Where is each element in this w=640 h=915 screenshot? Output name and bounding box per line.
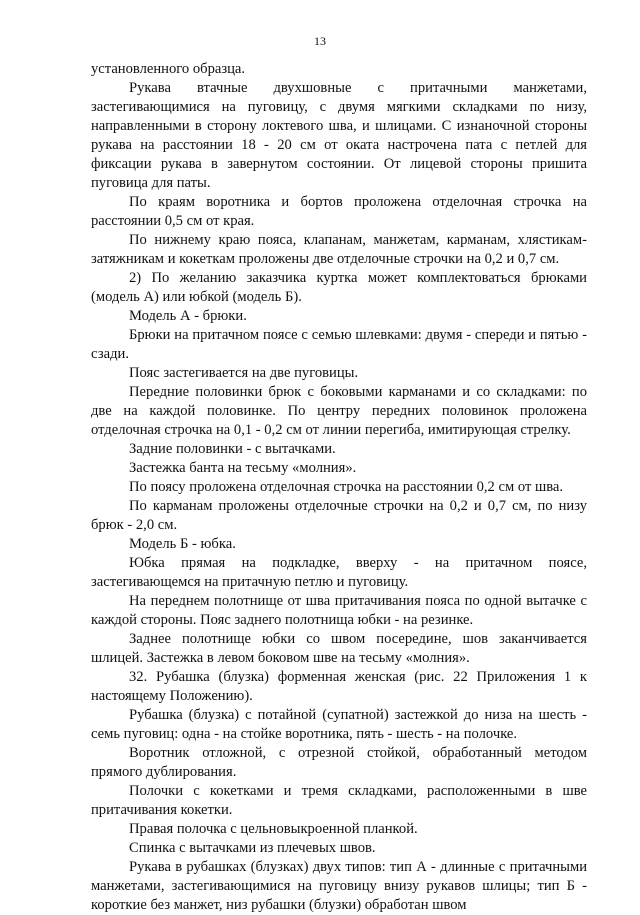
paragraph: Правая полочка с цельновыкроенной планкой. <box>129 821 418 837</box>
paragraph: Брюки на притачном поясе с семью шлевками: двумя - спереди и пятью - сзади. <box>91 327 587 362</box>
document-body <box>91 60 587 915</box>
paragraph: Модель А - брюки. <box>129 308 247 324</box>
paragraph: По карманам проложены отделочные строчки на 0,2 и 0,7 см, по низу брюк - 2,0 см. <box>91 498 587 533</box>
paragraph: Передние половинки брюк с боковыми карманами и со складками: по две на каждой половинке. По центру передних половинок проложена отделочная строчка на 0,1 - 0,2 см от линии перегиба, имитирующая стрелку. <box>91 384 587 438</box>
paragraph: По нижнему краю пояса, клапанам, манжетам, карманам, хлястикам-затяжникам и кокеткам проложены две отделочные строчки на 0,2 и 0,7 см. <box>91 232 587 267</box>
paragraph: Пояс застегивается на две пуговицы. <box>129 365 359 381</box>
paragraph: Юбка прямая на подкладке, вверху - на притачном поясе, застегивающемся на притачную петлю и пуговицу. <box>91 555 587 590</box>
paragraph: Рубашка (блузка) с потайной (супатной) застежкой до низа на шесть - семь пуговиц: одна - на стойке воротника, пять - шесть - на полочке. <box>91 707 587 742</box>
paragraph: 32. Рубашка (блузка) форменная женская (рис. 22 Приложения 1 к настоящему Положению). <box>91 669 587 704</box>
paragraph: По краям воротника и бортов проложена отделочная строчка на расстоянии 0,5 см от края. <box>91 194 587 229</box>
paragraph: Воротник отложной, с отрезной стойкой, обработанный методом прямого дублирования. <box>91 745 587 780</box>
paragraph: Полочки с кокетками и тремя складками, расположенными в шве притачивания кокетки. <box>91 783 587 818</box>
paragraph: Задние половинки - с вытачками. <box>129 441 336 457</box>
paragraph: Модель Б - юбка. <box>129 536 236 552</box>
paragraph: установленного образца. <box>91 61 246 77</box>
paragraph: Рукава втачные двухшовные с притачными манжетами, застегивающимися на пуговицу, с двумя мягкими складками по низу, направленными в сторону локтевого шва, и шлицами. С изнаночной стороны рукава на расстоянии 18 - 20 см от оката настрочена пата с петлей для фиксации рукава в завернутом состоянии. От лицевой стороны пришита пуговица для паты. <box>91 80 587 191</box>
paragraph: Рукава в рубашках (блузках) двух типов: тип А - длинные с притачными манжетами, застегивающимися на пуговицу внизу рукавов шлицы; тип Б - короткие без манжет, низ рубашки (блузки) обработан швом <box>91 859 587 913</box>
paragraph: Спинка с вытачками из плечевых швов. <box>129 840 376 856</box>
paragraph: Застежка банта на тесьму «молния». <box>129 460 357 476</box>
paragraph: Заднее полотнище юбки со швом посередине, шов заканчивается шлицей. Застежка в левом боковом шве на тесьму «молния». <box>91 631 587 666</box>
page-number: 13 <box>314 34 326 48</box>
paragraph: 2) По желанию заказчика куртка может комплектоваться брюками (модель А) или юбкой (модель Б). <box>91 270 587 305</box>
paragraph: На переднем полотнище от шва притачивания пояса по одной вытачке с каждой стороны. Пояс заднего полотнища юбки - на резинке. <box>91 593 587 628</box>
paragraph: По поясу проложена отделочная строчка на расстоянии 0,2 см от шва. <box>129 479 564 495</box>
